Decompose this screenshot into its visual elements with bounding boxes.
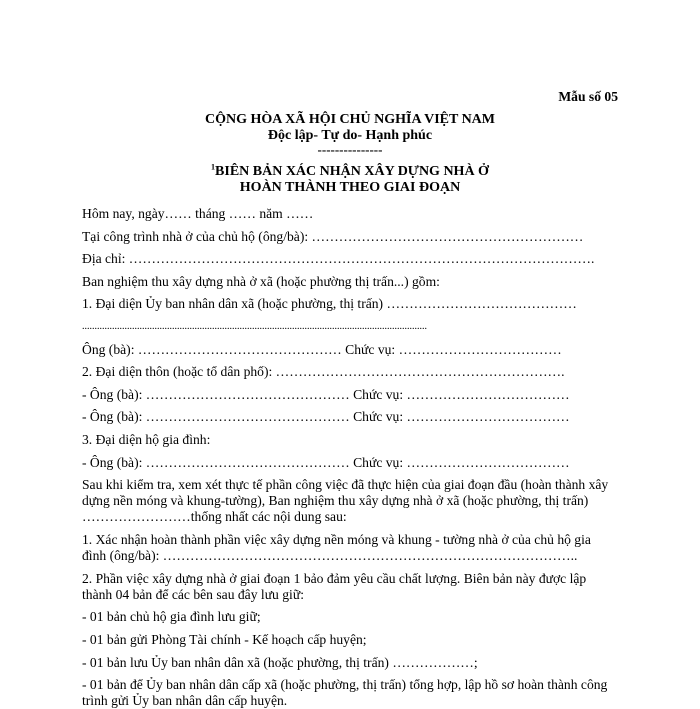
form-number: Mẫu số 05 (558, 89, 618, 104)
document-title-line-2: HOÀN THÀNH THEO GIAI ĐOẠN (239, 180, 461, 195)
copy-household: - 01 bản chủ hộ gia đình lưu giữ; (82, 609, 261, 624)
divider: --------------- (317, 142, 383, 157)
village-rep-name-2: - Ông (bà): ……………………………………… Chức vụ: ……………………………… (82, 409, 570, 424)
copy-commune-summary-2: trình gửi Ủy ban nhân dân cấp huyện. (82, 693, 288, 708)
household-rep-line: 3. Đại diện hộ gia đình: (82, 432, 211, 447)
paragraph-1-line-2: dựng nền móng và khung-tường), Ban nghiệm thu xây dựng nhà ở xã (hoặc phường, thị trấn) (82, 493, 589, 508)
dotted-line: .......................................................................................................................................... (82, 321, 427, 332)
paragraph-1-line-1: Sau khi kiểm tra, xem xét thực tế phần công việc đã thực hiện của giai đoạn đầu (hoàn thành xây (82, 477, 609, 492)
item-1-line-2: đình (ông/bà): ……………………………………………………………………………….. (82, 548, 578, 563)
rep-1-name-line: Ông (bà): ……………………………………… Chức vụ: ……………………………… (82, 342, 562, 357)
committee-rep-1: 1. Đại diện Ủy ban nhân dân xã (hoặc phường, thị trấn) …………………………………… (82, 296, 577, 311)
date-line: Hôm nay, ngày…… tháng …… năm …… (82, 206, 314, 221)
document-title-line-1 (0, 164, 700, 180)
country-heading: CỘNG HÒA XÃ HỘI CHỦ NGHĨA VIỆT NAM (204, 112, 495, 127)
item-1-line-1: 1. Xác nhận hoàn thành phần việc xây dựng nền móng và khung - tường nhà ở của chủ hộ gia (82, 532, 591, 547)
paragraph-1-line-3: ……………………thống nhất các nội dung sau: (82, 509, 347, 524)
copy-finance-dept: - 01 bản gửi Phòng Tài chính - Kế hoạch cấp huyện; (82, 632, 367, 647)
owner-line: Tại công trình nhà ở của chủ hộ (ông/bà): …………………………………………………… (82, 229, 584, 244)
copy-commune-summary-1: - 01 bản để Ủy ban nhân dân cấp xã (hoặc phường, thị trấn) tổng hợp, lập hồ sơ hoàn thành công (82, 677, 608, 692)
title-text-1: BIÊN BẢN XÁC NHẬN XÂY DỰNG NHÀ Ở (215, 164, 489, 179)
item-2-line-1: 2. Phần việc xây dựng nhà ở giai đoạn 1 bảo đảm yêu cầu chất lượng. Biên bản này được lập (82, 571, 587, 586)
household-rep-name: - Ông (bà): ……………………………………… Chức vụ: ……………………………… (82, 455, 570, 470)
item-2-line-2: thành 04 bản để các bên sau đây lưu giữ: (82, 587, 304, 602)
footnote-mark: 1 (211, 162, 216, 172)
village-rep-line: 2. Đại diện thôn (hoặc tổ dân phố): ………………………………………………………. (82, 364, 565, 379)
committee-intro: Ban nghiệm thu xây dựng nhà ở xã (hoặc phường thị trấn...) gồm: (82, 274, 440, 289)
copy-commune-archive: - 01 bản lưu Ủy ban nhân dân xã (hoặc phường, thị trấn) ………………; (82, 655, 478, 670)
village-rep-name-1: - Ông (bà): ……………………………………… Chức vụ: ……………………………… (82, 387, 570, 402)
motto: Độc lập- Tự do- Hạnh phúc (267, 128, 433, 143)
address-line: Địa chỉ: …………………………………………………………………………………………. (82, 251, 595, 266)
